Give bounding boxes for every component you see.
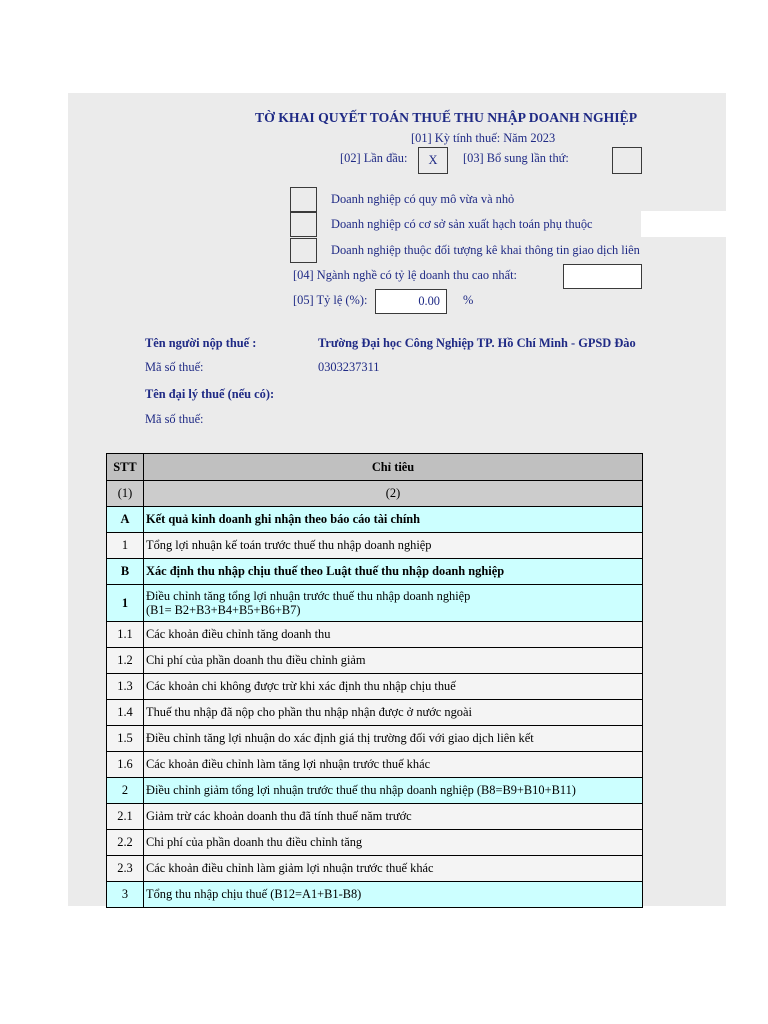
table-row (107, 830, 643, 856)
row-indicator-text: Điều chỉnh tăng tổng lợi nhuận trước thuế thu nhập doanh nghiệp (146, 589, 471, 603)
row-stt: 1.6 (107, 752, 144, 777)
taxpayer-tax-code-label: Mã số thuế: (145, 360, 204, 374)
supplement-number-field[interactable] (612, 147, 642, 174)
row-indicator: Giảm trừ các khoản doanh thu đã tính thuế năm trước (144, 804, 643, 829)
tax-agent-tax-code-label: Mã số thuế: (145, 412, 204, 426)
table-header-row (107, 454, 643, 481)
table-row (107, 559, 643, 585)
taxpayer-name-value: Trường Đại học Công Nghiệp TP. Hồ Chí Minh - GPSD Đào (318, 336, 636, 350)
row-stt: 2 (107, 778, 144, 803)
row-stt: 2.3 (107, 856, 144, 881)
header-stt: STT (107, 454, 144, 480)
column-number-2: (2) (144, 481, 643, 506)
row-indicator: Thuế thu nhập đã nộp cho phần thu nhập nhận được ở nước ngoài (144, 700, 643, 725)
related-party-checkbox-label: Doanh nghiệp thuộc đối tượng kê khai thông tin giao dịch liên (331, 243, 640, 257)
table-row (107, 507, 643, 533)
table-row (107, 533, 643, 559)
industry-label: [04] Ngành nghề có tỷ lệ doanh thu cao nhất: (293, 268, 517, 282)
row-indicator: Tổng lợi nhuận kế toán trước thuế thu nhập doanh nghiệp (144, 533, 643, 558)
table-row (107, 804, 643, 830)
row-indicator: Các khoản điều chỉnh làm tăng lợi nhuận trước thuế khác (144, 752, 643, 777)
header-indicator: Chỉ tiêu (144, 454, 643, 480)
sme-checkbox[interactable] (290, 187, 317, 212)
tax-period-label: [01] Kỳ tính thuế: Năm 2023 (411, 131, 556, 145)
row-indicator: Các khoản chi không được trừ khi xác định thu nhập chịu thuế (144, 674, 643, 699)
table-row (107, 700, 643, 726)
column-number-1: (1) (107, 481, 144, 506)
indicator-table (106, 453, 643, 908)
blank-cell-strip (641, 211, 726, 237)
taxpayer-name-label: Tên người nộp thuế : (145, 336, 257, 350)
row-stt: A (107, 507, 144, 532)
row-stt: B (107, 559, 144, 584)
dependent-branch-checkbox-label: Doanh nghiệp có cơ sở sản xuất hạch toán phụ thuộc (331, 217, 593, 231)
first-filing-label: [02] Lần đầu: (340, 151, 408, 165)
table-row (107, 778, 643, 804)
tax-agent-name-label: Tên đại lý thuế (nếu có): (145, 387, 275, 401)
row-stt: 2.2 (107, 830, 144, 855)
table-row (107, 882, 643, 908)
supplement-label: [03] Bổ sung lần thứ: (463, 151, 569, 165)
ratio-unit: % (463, 293, 474, 307)
row-indicator: Điều chỉnh giảm tổng lợi nhuận trước thuế thu nhập doanh nghiệp (B8=B9+B10+B11) (144, 778, 643, 803)
table-row (107, 585, 643, 622)
row-stt: 1.3 (107, 674, 144, 699)
first-filing-field[interactable] (418, 147, 448, 174)
row-stt: 1.2 (107, 648, 144, 673)
row-stt: 1 (107, 585, 144, 621)
row-formula: (B1= B2+B3+B4+B5+B6+B7) (146, 603, 301, 617)
row-stt: 1.1 (107, 622, 144, 647)
row-indicator: Chi phí của phần doanh thu điều chỉnh giảm (144, 648, 643, 673)
row-indicator: Các khoản điều chỉnh tăng doanh thu (144, 622, 643, 647)
row-stt: 1 (107, 533, 144, 558)
row-indicator (144, 585, 643, 621)
table-row (107, 752, 643, 778)
row-indicator: Điều chỉnh tăng lợi nhuận do xác định giá thị trường đối với giao dịch liên kết (144, 726, 643, 751)
first-filing-mark: X (428, 153, 438, 167)
industry-field[interactable] (563, 264, 642, 289)
sme-checkbox-label: Doanh nghiệp có quy mô vừa và nhỏ (331, 192, 515, 206)
ratio-label: [05] Tỷ lệ (%): (293, 293, 368, 307)
table-row (107, 674, 643, 700)
related-party-checkbox[interactable] (290, 238, 317, 263)
row-indicator: Chi phí của phần doanh thu điều chỉnh tăng (144, 830, 643, 855)
row-indicator: Tổng thu nhập chịu thuế (B12=A1+B1-B8) (144, 882, 643, 907)
row-stt: 3 (107, 882, 144, 907)
table-row (107, 726, 643, 752)
row-stt: 2.1 (107, 804, 144, 829)
row-stt: 1.4 (107, 700, 144, 725)
row-indicator: Các khoản điều chỉnh làm giảm lợi nhuận trước thuế khác (144, 856, 643, 881)
row-indicator: Kết quả kinh doanh ghi nhận theo báo cáo tài chính (144, 507, 643, 532)
column-number-row (107, 481, 643, 507)
form-title: TỜ KHAI QUYẾT TOÁN THUẾ THU NHẬP DOANH NGHIỆP (255, 110, 638, 125)
row-indicator: Xác định thu nhập chịu thuế theo Luật thuế thu nhập doanh nghiệp (144, 559, 643, 584)
table-row (107, 648, 643, 674)
dependent-branch-checkbox[interactable] (290, 212, 317, 237)
taxpayer-tax-code-value: 0303237311 (318, 360, 380, 374)
table-row (107, 622, 643, 648)
ratio-field[interactable]: 0.00 (375, 289, 447, 314)
table-row (107, 856, 643, 882)
row-stt: 1.5 (107, 726, 144, 751)
